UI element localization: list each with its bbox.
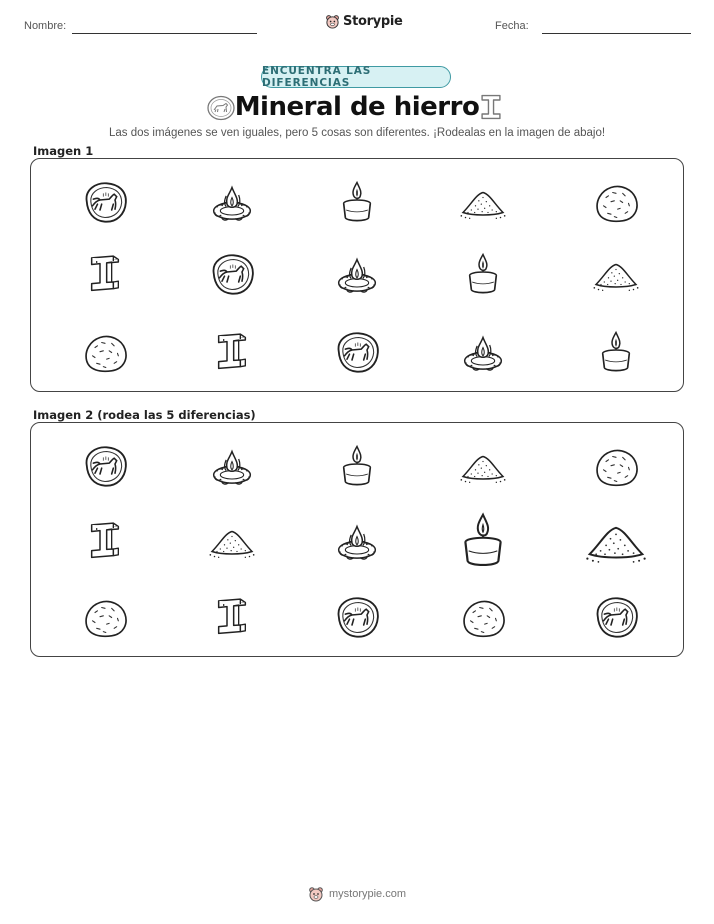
rock-icon[interactable] [591,443,641,490]
fossil-rock-icon[interactable] [332,594,382,641]
candle-cup-icon [332,179,382,226]
campfire-icon [207,179,257,226]
name-field[interactable] [72,33,257,34]
iron-beam-icon [478,93,504,121]
brand-name: Storypie [343,14,403,29]
fossil-rock-icon[interactable] [591,594,641,641]
sand-pile-icon[interactable] [207,518,257,565]
campfire-icon [458,329,508,376]
iron-beam-icon[interactable] [207,594,257,641]
image1-label: Imagen 1 [33,144,94,158]
fossil-rock-icon[interactable] [80,443,130,490]
candle-cup-icon[interactable] [332,443,382,490]
date-field[interactable] [542,33,691,34]
rock-icon [591,179,641,226]
name-label: Nombre: [24,20,67,32]
fossil-rock-icon [207,251,257,298]
instructions: Las dos imágenes se ven iguales, pero 5 cosas son diferentes. ¡Rodealas en la imagen de abajo! [108,127,606,139]
candle-cup-icon [458,251,508,298]
date-label: Fecha: [495,20,529,32]
campfire-icon[interactable] [207,443,257,490]
iron-beam-icon [80,251,130,298]
activity-badge: ENCUENTRA LAS DIFERENCIAS [261,66,451,88]
campfire-icon [332,251,382,298]
rock-icon[interactable] [458,594,508,641]
rock-icon[interactable] [80,594,130,641]
fossil-rock-icon [206,94,236,122]
candle-cup-icon[interactable] [450,510,516,572]
brand-logo [325,14,403,29]
bear-icon [308,886,324,902]
candle-cup-icon [591,329,641,376]
bear-icon [325,14,340,29]
footer-link[interactable]: mystorypie.com [328,888,407,900]
iron-beam-icon [207,329,257,376]
footer [0,886,714,902]
image2-label: Imagen 2 (rodea las 5 diferencias) [33,408,256,422]
page-title: Mineral de hierro [234,92,480,122]
sand-pile-icon[interactable] [458,443,508,490]
fossil-rock-icon [332,329,382,376]
sand-pile-icon[interactable] [583,510,649,572]
fossil-rock-icon [80,179,130,226]
iron-beam-icon[interactable] [80,518,130,565]
sand-pile-icon [458,179,508,226]
sand-pile-icon [591,251,641,298]
campfire-icon[interactable] [332,518,382,565]
rock-icon [80,329,130,376]
